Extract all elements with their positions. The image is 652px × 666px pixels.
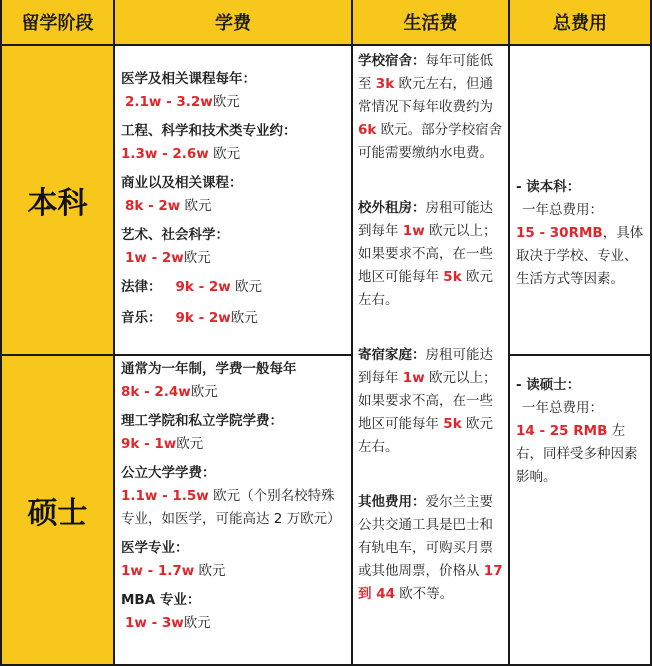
item-value: 6k — [358, 122, 377, 138]
item-unit: 欧元 — [194, 563, 226, 579]
item-text: ，具体取决于学校、专业、生活方式等因素。 — [516, 225, 644, 287]
item-label: 艺术、社会科学： — [121, 227, 229, 243]
item-text: 欧元左右。 — [358, 416, 493, 455]
item-label: 学校宿舍： — [358, 53, 426, 69]
living-item — [358, 491, 503, 606]
item-value: 9k - 2w — [175, 310, 231, 326]
item-unit: 欧元 — [183, 250, 211, 266]
tuition-item — [121, 172, 345, 218]
item-value: 1w - 1.7w — [121, 563, 195, 579]
item-label: 医学及相关课程每年： — [121, 71, 256, 87]
tuition-item — [121, 307, 345, 330]
header-label: 生活费 — [403, 13, 458, 34]
item-label: 法律： — [121, 279, 162, 295]
total-undergrad-cell — [510, 46, 650, 354]
item-text: 欧元。部分学校宿舍可能需要缴纳水电费。 — [358, 122, 503, 161]
item-text: 欧元以上；如果要求不高，在一些地区可能每年 — [358, 370, 497, 432]
item-unit: 欧元 — [180, 198, 212, 214]
item-label: 音乐： — [121, 310, 162, 326]
item-label: MBA 专业： — [121, 592, 201, 608]
item-value: 3k — [375, 76, 395, 92]
item-unit: 欧元 — [176, 436, 204, 452]
stage-undergrad — [2, 46, 113, 354]
header-label: 学费 — [215, 13, 251, 34]
header-total — [510, 0, 650, 44]
item-text: 欧不等。 — [395, 586, 454, 602]
item-value: 1.1w - 1.5w — [121, 488, 209, 504]
item-text: 房租可能达到每年 — [358, 200, 493, 239]
total-item — [516, 176, 644, 291]
item-unit: 欧元 — [190, 384, 218, 400]
item-text: 欧元以上；如果要求不高，在一些地区可能每年 — [358, 223, 497, 285]
stage-master — [2, 356, 113, 664]
item-value: 5k — [443, 269, 462, 285]
stage-label: 硕士 — [27, 496, 88, 531]
tuition-item — [121, 224, 345, 270]
item-text: 每年可能低至 — [358, 53, 493, 92]
item-label: 工程、科学和技术类专业约： — [121, 123, 297, 139]
item-label: 理工学院和私立学院学费： — [121, 413, 283, 429]
item-text: 一年总费用： — [522, 400, 603, 416]
header-living — [353, 0, 508, 44]
item-value: 1w - 2w — [125, 250, 184, 266]
total-item — [516, 374, 644, 489]
item-text: 左右，同样受多种因素影响。 — [516, 423, 638, 485]
tuition-item — [121, 68, 345, 114]
item-value: 8k - 2w — [125, 198, 181, 214]
item-label: - 读硕士： — [516, 377, 581, 393]
item-unit: 欧元（个别名校特殊专业，如医学，可能高达 2 万欧元） — [121, 488, 341, 527]
item-label: 寄宿家庭： — [358, 347, 426, 363]
item-value: 1.3w - 2.6w — [121, 146, 209, 162]
item-value: 1w — [402, 370, 425, 386]
item-label: 校外租房： — [358, 200, 426, 216]
item-unit: 欧元 — [212, 94, 240, 110]
item-text: 爱尔兰主要公共交通工具是巴士和有轨电车，可购买月票或其他周票，价格从 — [358, 494, 493, 579]
item-value: 1w - 3w — [125, 615, 184, 631]
tuition-item — [121, 120, 345, 166]
tuition-item — [121, 589, 345, 635]
item-value: 2.1w - 3.2w — [125, 94, 213, 110]
living-item — [358, 197, 503, 312]
tuition-item — [121, 276, 345, 299]
item-value: 15 - 30RMB — [516, 225, 603, 241]
living-cell — [353, 46, 508, 664]
tuition-master-cell — [115, 356, 351, 664]
item-value: 5k — [443, 416, 462, 432]
item-unit: 欧元 — [230, 310, 258, 326]
item-text: 欧元左右，但通常情况下每年收费约为 — [358, 76, 493, 115]
item-unit: 欧元 — [208, 146, 241, 162]
item-unit: 欧元 — [230, 279, 263, 295]
item-value: 14 - 25 RMB — [516, 423, 608, 439]
tuition-item — [121, 358, 345, 404]
header-tuition — [115, 0, 351, 44]
item-text: 欧元左右。 — [358, 269, 493, 308]
item-value: 8k - 2.4w — [121, 384, 191, 400]
tuition-item — [121, 410, 345, 456]
item-value: 9k - 1w — [121, 436, 177, 452]
item-value: 1w — [402, 223, 425, 239]
item-label: 商业以及相关课程： — [121, 175, 243, 191]
total-master-cell — [510, 356, 650, 664]
living-item — [358, 344, 503, 459]
stage-label: 本科 — [27, 186, 88, 221]
item-value: 17 到 44 — [358, 563, 503, 602]
living-item — [358, 50, 503, 165]
tuition-undergrad-cell — [115, 46, 351, 354]
item-label: 其他费用： — [358, 494, 426, 510]
item-label: - 读本科： — [516, 179, 581, 195]
item-text: 房租可能达到每年 — [358, 347, 493, 386]
tuition-item — [121, 462, 345, 531]
item-unit: 欧元 — [183, 615, 211, 631]
header-stage — [2, 0, 113, 44]
header-label: 总费用 — [553, 13, 607, 34]
header-label: 留学阶段 — [21, 13, 94, 34]
item-text: 一年总费用： — [522, 202, 603, 218]
item-label: 公立大学学费： — [121, 465, 216, 481]
item-value: 9k - 2w — [175, 279, 231, 295]
item-label: 通常为一年制，学费一般每年 — [121, 361, 297, 377]
item-label: 医学专业： — [121, 540, 189, 556]
tuition-item — [121, 537, 345, 583]
